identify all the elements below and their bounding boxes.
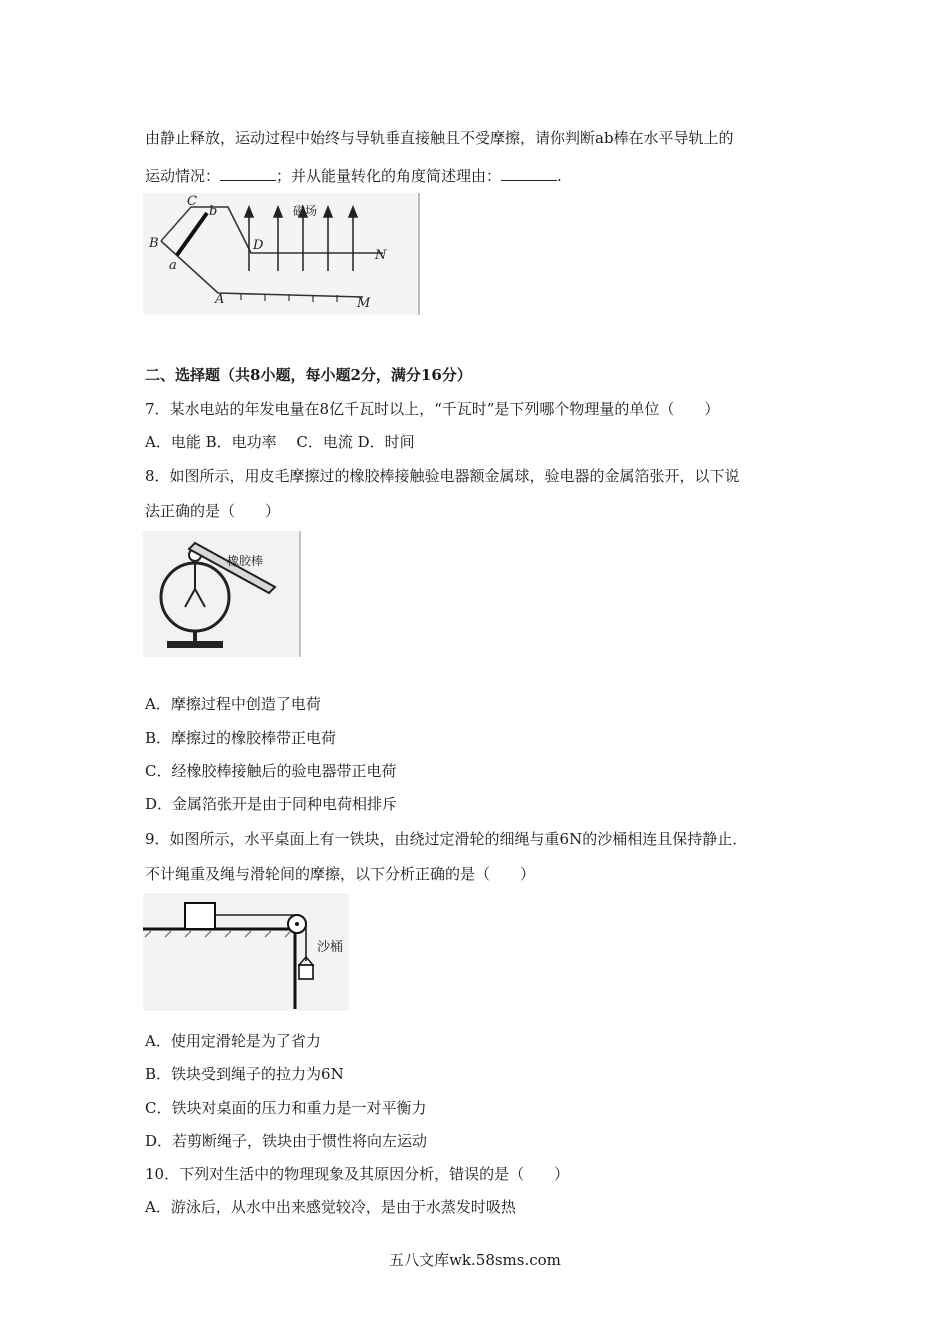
fig-label-field: 磁场 [293, 204, 318, 218]
pulley-figure [143, 893, 353, 1011]
fig-label-big-a: A [215, 292, 225, 307]
fig-label-d: D [253, 238, 264, 253]
q6-text-line1: 由静止释放，运动过程中始终与导轨垂直接触且不受摩擦，请你判断ab棒在水平导轨上的 [145, 129, 734, 147]
q8-option-d: D．金属箔张开是由于同种电荷相排斥 [145, 795, 398, 813]
answer-blank [220, 168, 276, 181]
q6-text-part: 运动情况： [145, 167, 221, 185]
fig-label-rubber-rod: 橡胶棒 [227, 554, 264, 568]
page-footer: 五八文库wk.58sms.com [389, 1251, 561, 1269]
fig-label-sand-bucket: 沙桶 [317, 940, 344, 955]
fig-label-n: N [375, 248, 387, 263]
fig-label-m: M [357, 296, 371, 311]
q8-stem-line1: 8．如图所示，用皮毛摩擦过的橡胶棒接触验电器额金属球，验电器的金属箔张开，以下说 [145, 467, 740, 485]
q8-option-b: B．摩擦过的橡胶棒带正电荷 [145, 729, 337, 747]
q9-stem-line2: 不计绳重及绳与滑轮间的摩擦，以下分析正确的是（ ） [145, 865, 536, 883]
q8-option-c: C．经橡胶棒接触后的验电器带正电荷 [145, 762, 397, 780]
q9-option-a: A．使用定滑轮是为了省力 [145, 1032, 321, 1050]
rails-magnetic-field-figure [143, 193, 423, 315]
answer-blank [501, 168, 557, 181]
q6-text-part: ；并从能量转化的角度简述理由： [276, 167, 502, 185]
q7-options: A．电能 B．电功率 C．电流 D．时间 [145, 433, 415, 451]
q9-option-d: D．若剪断绳子，铁块由于惯性将向左运动 [145, 1132, 428, 1150]
q10-stem: 10．下列对生活中的物理现象及其原因分析，错误的是（ ） [145, 1165, 570, 1183]
fig-label-b: b [209, 204, 218, 219]
section-heading: 二、选择题（共8小题，每小题2分，满分16分） [145, 366, 472, 384]
q9-option-b: B．铁块受到绳子的拉力为6N [145, 1065, 344, 1083]
q9-option-c: C．铁块对桌面的压力和重力是一对平衡力 [145, 1099, 427, 1117]
q7-stem: 7．某水电站的年发电量在8亿千瓦时以上，“千瓦时”是下列哪个物理量的单位（ ） [145, 400, 720, 418]
q10-option-a: A．游泳后，从水中出来感觉较冷，是由于水蒸发时吸热 [145, 1198, 516, 1216]
q8-stem-line2: 法正确的是（ ） [145, 502, 281, 520]
q6-text-line2 [145, 165, 562, 186]
q9-stem-line1: 9．如图所示，水平桌面上有一铁块，由绕过定滑轮的细绳与重6N的沙桶相连且保持静止． [145, 830, 748, 848]
q8-option-a: A．摩擦过程中创造了电荷 [145, 695, 321, 713]
electroscope-figure [143, 531, 303, 657]
fig-label-c: C [187, 194, 197, 209]
fig-label-big-b: B [149, 236, 159, 251]
q6-text-part: . [557, 167, 562, 185]
fig-label-a: a [169, 258, 177, 273]
